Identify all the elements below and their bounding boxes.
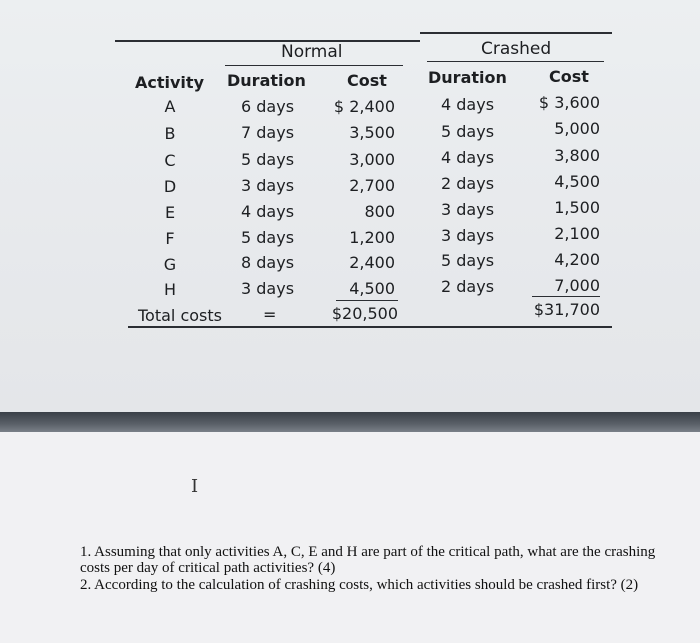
activity-cell: F bbox=[165, 229, 175, 248]
normal-duration-cell: 3 days bbox=[241, 176, 295, 195]
crashed-cost-cell: 1,500 bbox=[554, 198, 600, 217]
normal-cost-cell: 2,400 bbox=[349, 253, 395, 272]
header-normal-cost: Cost bbox=[347, 71, 387, 90]
normal-duration-cell: 5 days bbox=[241, 150, 295, 169]
bottom-rule bbox=[128, 326, 612, 328]
normal-group-underline bbox=[225, 65, 403, 66]
question-1-line-1: 1. Assuming that only activities A, C, E and H are part of the critical path, what are the crashing bbox=[80, 544, 656, 560]
total-equals-sign: = bbox=[263, 305, 277, 324]
crashed-cost-cell: 7,000 bbox=[554, 276, 600, 295]
total-costs-label: Total costs bbox=[138, 306, 222, 325]
normal-cost-cell: 1,200 bbox=[349, 228, 395, 247]
crashed-group-underline bbox=[427, 61, 604, 62]
crashed-duration-cell: 5 days bbox=[441, 122, 495, 141]
normal-duration-cell: 4 days bbox=[241, 202, 295, 221]
header-crashed-cost: Cost bbox=[549, 67, 589, 86]
question-1-line-2: costs per day of critical path activities? (4) bbox=[80, 560, 336, 576]
normal-cost-cell: $ 2,400 bbox=[333, 97, 395, 116]
crashed-cost-cell: 4,500 bbox=[554, 172, 600, 191]
normal-total-cost: $20,500 bbox=[331, 304, 398, 323]
screen-divider-band bbox=[0, 412, 700, 432]
crashed-cost-cell: $ 3,600 bbox=[538, 93, 600, 112]
crashed-duration-cell: 3 days bbox=[441, 200, 495, 219]
activity-cell: E bbox=[164, 203, 176, 222]
crashed-cost-cell: 5,000 bbox=[554, 119, 600, 138]
crashed-duration-cell: 5 days bbox=[441, 251, 495, 270]
normal-duration-cell: 8 days bbox=[241, 253, 295, 272]
normal-cost-cell: 3,000 bbox=[349, 150, 395, 169]
question-panel bbox=[0, 432, 700, 643]
crashed-cost-cell: 2,100 bbox=[554, 224, 600, 243]
text-cursor-icon: I bbox=[191, 476, 199, 497]
header-crashed-duration: Duration bbox=[428, 68, 507, 87]
crashed-duration-cell: 3 days bbox=[441, 226, 495, 245]
activity-cell: G bbox=[163, 255, 177, 274]
top-rule-left bbox=[115, 40, 420, 42]
normal-cost-cell: 3,500 bbox=[349, 123, 395, 142]
crashed-total-cost: $31,700 bbox=[533, 300, 600, 319]
crashed-duration-cell: 2 days bbox=[441, 277, 495, 296]
normal-cost-cell: 2,700 bbox=[349, 176, 395, 195]
normal-duration-cell: 5 days bbox=[241, 228, 295, 247]
normal-cost-cell: 4,500 bbox=[349, 279, 395, 298]
crashed-cost-cell: 4,200 bbox=[554, 250, 600, 269]
activity-cell: A bbox=[164, 97, 176, 116]
normal-duration-cell: 6 days bbox=[241, 97, 295, 116]
activity-cell: C bbox=[164, 151, 176, 170]
group-header-normal: Normal bbox=[281, 42, 343, 62]
normal-duration-cell: 7 days bbox=[241, 123, 295, 142]
crashed-cost-cell: 3,800 bbox=[554, 146, 600, 165]
crashed-duration-cell: 4 days bbox=[441, 148, 495, 167]
group-header-crashed: Crashed bbox=[481, 39, 552, 59]
crashed-duration-cell: 4 days bbox=[441, 95, 495, 114]
normal-cost-cell: 800 bbox=[364, 202, 395, 221]
normal-duration-cell: 3 days bbox=[241, 279, 295, 298]
crashed-duration-cell: 2 days bbox=[441, 174, 495, 193]
header-normal-duration: Duration bbox=[227, 71, 306, 90]
top-rule-right bbox=[420, 32, 612, 34]
activity-cell: B bbox=[164, 124, 176, 143]
header-activity: Activity bbox=[135, 73, 204, 92]
crashed-sum-rule bbox=[532, 296, 600, 297]
normal-sum-rule bbox=[336, 300, 398, 301]
activity-cell: D bbox=[163, 177, 177, 196]
activity-cell: H bbox=[163, 280, 177, 299]
question-2: 2. According to the calculation of crashing costs, which activities should be crashed first? (2) bbox=[80, 577, 639, 593]
